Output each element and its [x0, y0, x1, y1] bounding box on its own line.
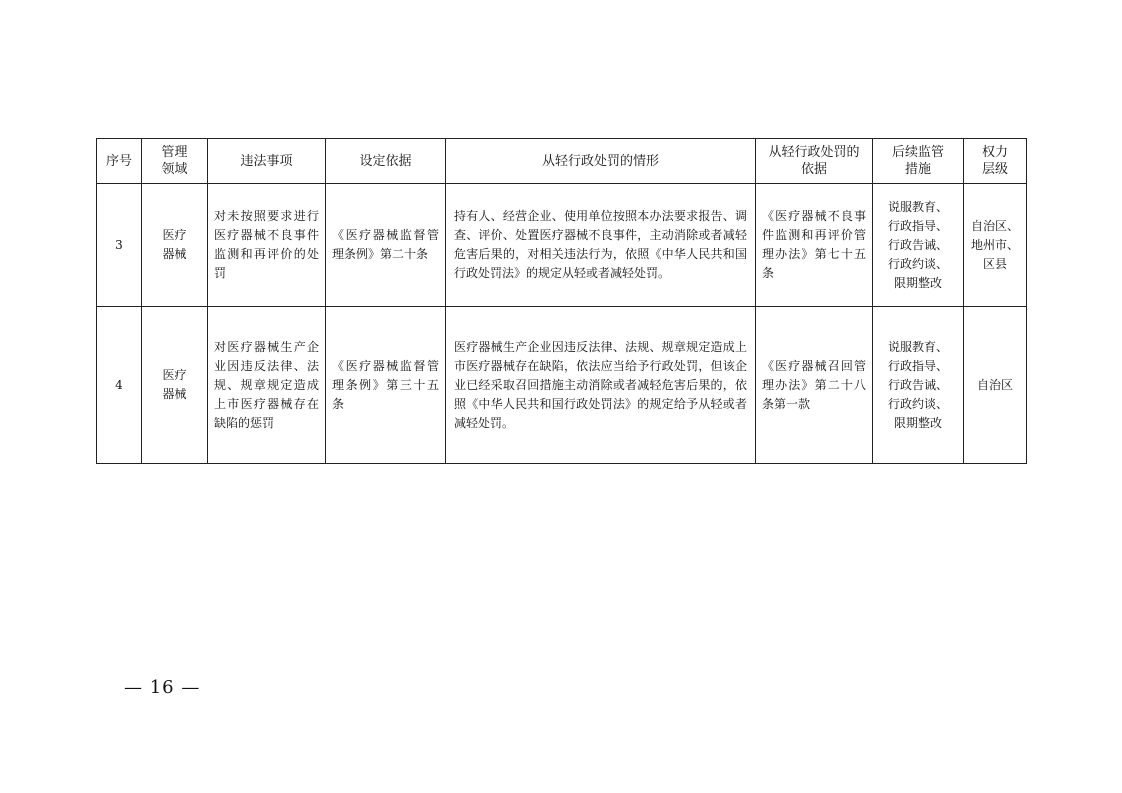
- cell-lenient-basis: 《医疗器械不良事件监测和再评价管理办法》第七十五条: [756, 184, 873, 307]
- cell-level: 自治区: [964, 307, 1027, 464]
- cell-basis: 《医疗器械监督管理条例》第二十条: [326, 184, 446, 307]
- cell-domain: 医疗 器械: [142, 307, 208, 464]
- cell-follow-up: 说服教育、 行政指导、 行政告诫、 行政约谈、 限期整改: [873, 307, 964, 464]
- cell-number: 4: [97, 307, 142, 464]
- cell-lenient-basis: 《医疗器械召回管理办法》第二十八条第一款: [756, 307, 873, 464]
- cell-violation: 对医疗器械生产企业因违反法律、法规、规章规定造成上市医疗器械存在缺陷的惩罚: [208, 307, 326, 464]
- table-header-row: [97, 139, 1027, 184]
- enforcement-table: [96, 138, 1027, 464]
- page-number: — 16 —: [124, 677, 201, 698]
- cell-basis: 《医疗器械监督管理条例》第三十五条: [326, 307, 446, 464]
- table-row: [97, 307, 1027, 464]
- header-lenient-basis: 从轻行政处罚的 依据: [756, 139, 873, 184]
- cell-number: 3: [97, 184, 142, 307]
- header-number: 序号: [97, 139, 142, 184]
- header-violation: 违法事项: [208, 139, 326, 184]
- header-follow-up: 后续监管 措施: [873, 139, 964, 184]
- table-row: [97, 184, 1027, 307]
- cell-level: 自治区、地州市、区县: [964, 184, 1027, 307]
- cell-violation: 对未按照要求进行医疗器械不良事件监测和再评价的处罚: [208, 184, 326, 307]
- cell-situation: 持有人、经营企业、使用单位按照本办法要求报告、调查、评价、处置医疗器械不良事件，主动消除或者减轻危害后果的，对相关违法行为，依照《中华人民共和国行政处罚法》的规定从轻或者减轻处罚。: [446, 184, 756, 307]
- header-situation: 从轻行政处罚的情形: [446, 139, 756, 184]
- cell-domain: 医疗 器械: [142, 184, 208, 307]
- cell-follow-up: 说服教育、 行政指导、 行政告诫、 行政约谈、 限期整改: [873, 184, 964, 307]
- header-basis: 设定依据: [326, 139, 446, 184]
- cell-situation: 医疗器械生产企业因违反法律、法规、规章规定造成上市医疗器械存在缺陷，依法应当给予行政处罚，但该企业已经采取召回措施主动消除或者减轻危害后果的，依照《中华人民共和国行政处罚法》的规定给予从轻或者减轻处罚。: [446, 307, 756, 464]
- header-level: 权力 层级: [964, 139, 1027, 184]
- header-domain: 管理 领域: [142, 139, 208, 184]
